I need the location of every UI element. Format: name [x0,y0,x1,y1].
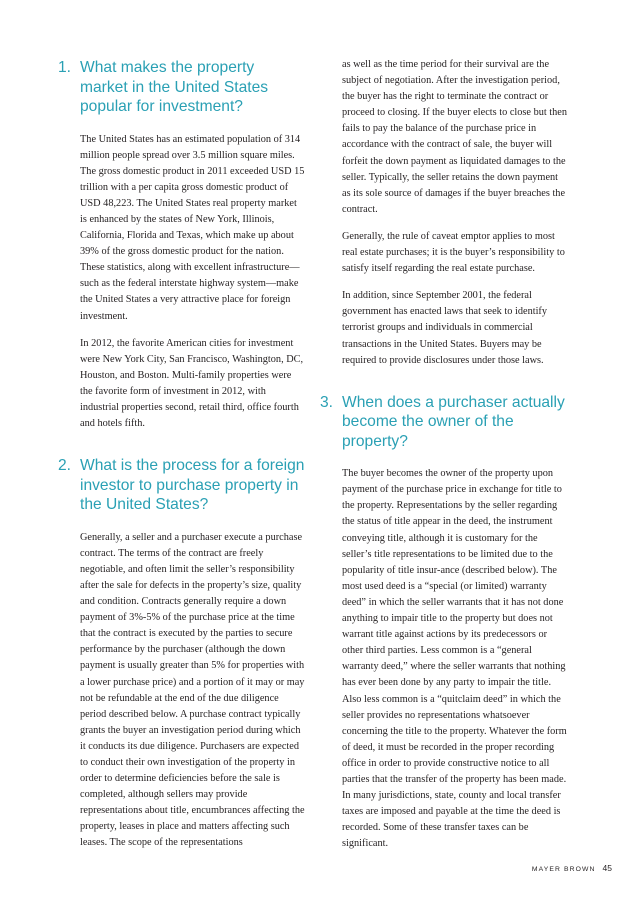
section-2-paragraph: Generally, the rule of caveat emptor applies to most real estate purchases; it is the buyer’s responsibility to satisfy itself regarding the real estate purchase. [342,230,565,275]
section-1-paragraph: In 2012, the favorite American cities for investment were New York City, San Francisco, Washington, DC, Houston, and Boston. Multi-family properties were the favorite form of investment in 2012, with industrial properties second, retail third, office fourth and hotels fifth. [80,337,304,430]
section-2-paragraph: as well as the time period for their survival are the subject of negotiation. After the investigation period, the buyer has the right to terminate the contract or proceed to closing. If the buyer elects to close but then fails to pay the balance of the purchase price in accordance with the contract of sale, the buyer will forfeit the down payment as liquidated damages to the seller. Typically, the seller retains the down payment as its sole source of damages if the buyer breaches the contract. [342,59,568,215]
section-3-title: When does a purchaser actually become the owner of the property? [342,393,565,450]
section-2-paragraph: Generally, a seller and a purchaser execute a purchase contract. The terms of the contract are freely negotiable, and often limit the seller’s responsibility after the sale for defects in the property’s size, quality and condition. Contracts generally require a down payment of 3%-5% of the purchase price at the time that the contract is executed by the parties to secure performance by the purchaser (although the down payment is usually greater than 5% for properties with a lower purchase price) and a portion of it may or may not be refundable at the end of the due diligence period described below. A purchase contract typically grants the buyer an investigation period during which it conducts its due diligence. Purchasers are expected to conduct their own investigation of the property in order to determine deficiencies before the sale is completed, although sellers may provide representations about title, encumbrances affecting the property, leases in place and matters affecting such leases. The scope of the representations [80,531,305,849]
section-2-title: What is the process for a foreign investor to purchase property in the United States? [80,457,305,514]
section-2-paragraph: In addition, since September 2001, the federal government has enacted laws that seek to identify terrorist groups and individuals in commercial transactions in the United States. Buyers may be required to provide disclosures under those laws. [342,290,548,366]
section-3-number: 3. [320,393,334,411]
section-1-paragraph: The United States has an estimated population of 314 million people spread over 3.5 million square miles. The gross domestic product in 2011 exceeded USD 15 trillion with a per capita gross domestic product of USD 48,223. The United States real property market is enhanced by the states of New York, Illinois, California, Florida and Texas, which make up about 39% of the gross domestic product for the nation. These statistics, along with excellent infrastructure—such as the federal interstate highway system—make the United States a very attractive place for foreign investment. [80,133,305,322]
left-column [58,58,306,863]
section-2-heading [58,456,306,515]
section-1-number: 1. [58,59,72,76]
section-3-heading [320,393,568,452]
footer-brand: MAYER BROWN [531,866,596,873]
section-3-paragraph: The buyer becomes the owner of the property upon payment of the purchase price in exchange for title to the property. Representations by the seller regarding the status of title appear in the deed, the instrument conveying title, although it is customary for the seller’s title representations to be limited due to the popularity of title insur-ance (described below). The most used deed is a “special (or limited) warranty deed” in which the seller warrants that it has not done anything to impair title to the property but does not warrant title against actions by its predecessors or other third parties. Less common is a “general warranty deed,” where the seller warrants that nothing has ever been done by any party to impair the title. Also less common is a “quitclaim deed” in which the seller provides no representations whatsoever concerning the title to the property. Whatever the form of deed, it must be recorded in the proper recording office in order to provide constructive notice to all parties that the transfer of the property has been made. In many jurisdictions, state, county and local transfer taxes are imposed and payable at the time the deed is recorded. Some of these transfer taxes can be significant. [342,468,567,850]
page-footer [500,863,612,873]
section-2-number: 2. [58,457,72,475]
section-1-heading [58,58,306,117]
section-1-title: What makes the property market in the United States popular for investment? [80,59,269,115]
right-column [320,57,568,863]
page-number: 45 [602,863,612,873]
